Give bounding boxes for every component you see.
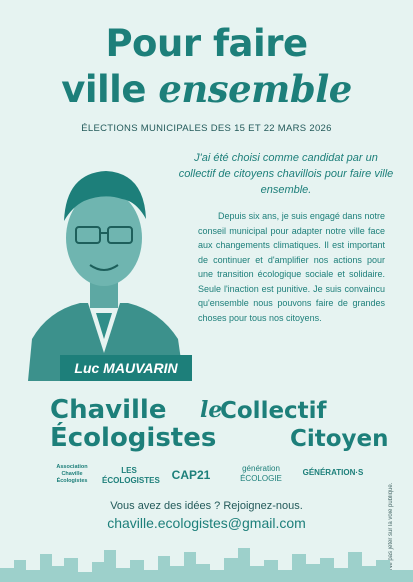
title-ensemble: ensemble	[158, 67, 352, 111]
brand-collectif: Collectif	[220, 398, 327, 424]
candidate-name-badge: Luc MAUVARIN	[60, 355, 192, 381]
body-text: Depuis six ans, je suis engagé dans notre conseil municipal pour adapter notre ville face aux changements climatiques. Il est important de continuer et d'amplifier nos actions pour une transition écologique sociale et solidaire. Seule l'inaction est punitive. Je suis convaincu qu'ensemble nous pouvons faire de grandes choses pour tous nos citoyens.	[198, 211, 385, 323]
logo-cap21: CAP21	[171, 468, 211, 482]
lead-statement: J'ai été choisi comme candidat par un collectif de citoyens chavillois pour faire ville ensemble.	[178, 152, 394, 196]
election-subtitle: ÉLECTIONS MUNICIPALES DES 15 ET 22 MARS 2026	[81, 123, 332, 134]
city-skyline-decoration	[0, 540, 413, 582]
brand-chaville-ecologistes	[50, 396, 216, 452]
logo-association-chaville	[48, 464, 96, 485]
logo4-line1: génération	[242, 464, 280, 473]
title-ville: ville	[61, 68, 159, 111]
candidate-portrait	[18, 143, 190, 381]
partner-logos	[48, 462, 368, 492]
brand-line1: Chaville	[50, 395, 167, 425]
join-question: Vous avez des idées ? Rejoignez-nous.	[110, 500, 303, 512]
logo-les-ecologistes: LES ÉCOLOGISTES	[102, 466, 160, 485]
brand-line2: Écologistes	[50, 423, 217, 453]
legal-note: Ne pas jeter sur la voie publique.	[388, 482, 394, 570]
brand-citoyen: Citoyen	[290, 426, 389, 452]
brand-le: le	[200, 397, 223, 423]
logo1-line2: Chaville	[61, 471, 83, 477]
logo-generation-ecologie	[230, 464, 292, 484]
logo1-line3: Écologistes	[56, 478, 88, 484]
logo4-line2: ÉCOLOGIE	[240, 474, 282, 483]
page-title-line2	[0, 67, 413, 111]
logo1-line1: Association	[56, 464, 88, 470]
page-title-line1: Pour faire	[105, 22, 308, 65]
contact-email[interactable]: chaville.ecologistes@gmail.com	[107, 515, 306, 531]
logo-generations: GÉNÉRATION·S	[302, 468, 364, 477]
